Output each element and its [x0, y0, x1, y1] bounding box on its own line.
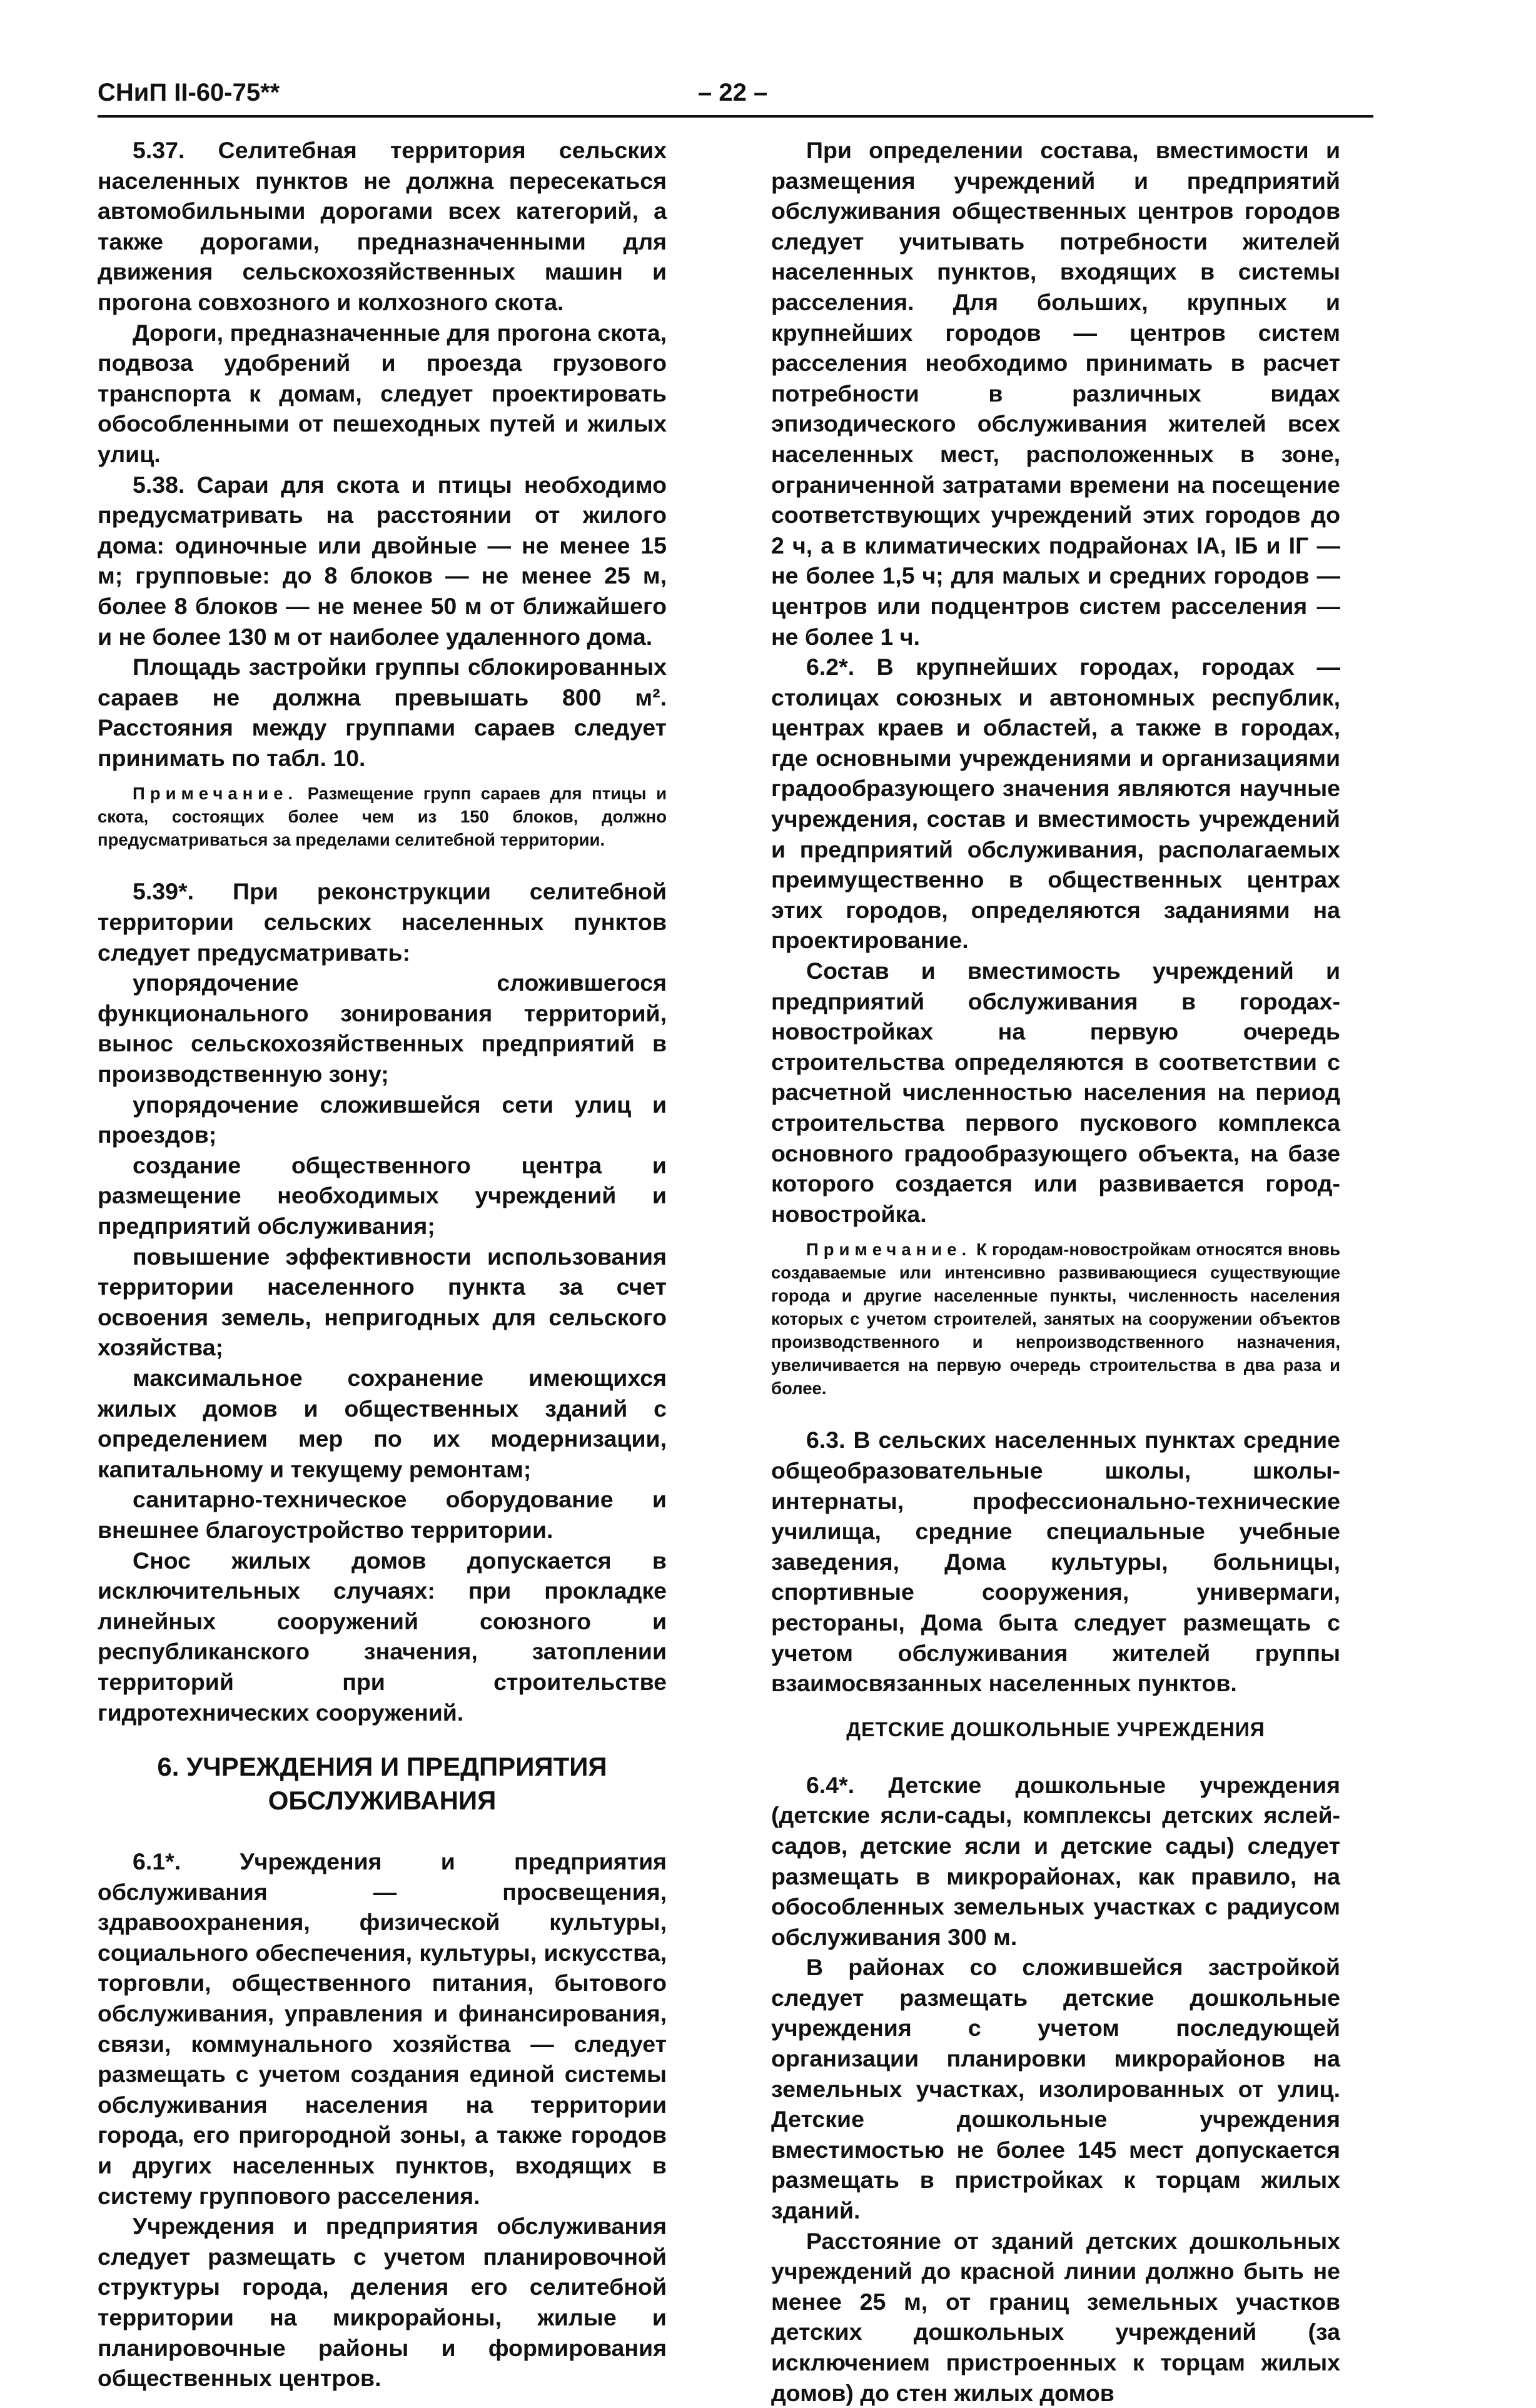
- paragraph-6-4-existing: В районах со сложившейся застройкой следует размещать детские дошкольные учреждения с учетом последующей организации планировки микрорайонов на земельных участках, изолированных от улиц. Детские дошкольные учреждения вместимостью не более 145 мест допускается размещать в пристройках к торцам жилых зданий.: [771, 1954, 1340, 2224]
- paragraph-6-4: 6.4*. Детские дошкольные учреждения (детские ясли-сады, комплексы детских яслей-садов, детские ясли и детские сады) следует размещать в микрорайонах, как правило, на обособленных земельных участках с радиусом обслуживания 300 м.: [771, 1771, 1340, 1950]
- paragraph-5-38-area: Площадь застройки группы сблокированных сараев не должна превышать 800 м². Расстояния между группами сараев следует принимать по табл. 10.: [98, 654, 667, 771]
- page-header: [98, 75, 1373, 118]
- note-sheds: [98, 782, 667, 851]
- list-item-preservation: максимальное сохранение имеющихся жилых домов и общественных зданий с определением мер по их модернизации, капитальному и текущему ремонтам;: [98, 1364, 667, 1482]
- paragraph-demolition: Снос жилых домов допускается в исключительных случаях: при прокладке линейных сооружений союзного и республиканского значения, затоплении территорий при строительстве гидротехнических сооружений.: [98, 1547, 667, 1726]
- right-column: [771, 135, 1340, 2408]
- document-code: СНиП II-60-75**: [98, 79, 280, 106]
- paragraph-new-towns: Состав и вместимость учреждений и предприятий обслуживания в городах-новостройках на первую очередь строительства определяются в соответствии с расчетной численностью населения на период строительства первого пускового комплекса основного градообразующего объекта, на базе которого создается или развивается город-новостройка.: [771, 958, 1340, 1227]
- paragraph-composition: При определении состава, вместимости и размещения учреждений и предприятий обслуживания общественных центров городов следует учитывать потребности жителей населенных пунктов, входящих в системы расселения. Для больших, крупных и крупнейших городов — центров систем расселения необходимо принимать в расчет потребности в различных видах эпизодического обслуживания жителей всех населенных мест, расположенных в зоне, ограниченной затратами времени на посещение соответствующих учреждений этих городов до 2 ч, а в климатических подрайонах IА, IБ и IГ — не более 1,5 ч; для малых и средних городов — центров или подцентров систем расселения — не более 1 ч.: [771, 137, 1340, 650]
- note-text: К городам-новостройкам относятся вновь создаваемые или интенсивно развивающиеся существующие города и другие населенные пункты, численность населения которых с учетом строителей, занятых на сооружении объектов производственного и непроизводственного назначения, увеличивается на первую очередь строительства в два раза и более.: [771, 1240, 1341, 1399]
- list-item-streets: упорядочение сложившейся сети улиц и проездов;: [98, 1091, 667, 1148]
- paragraph-6-3: 6.3. В сельских населенных пунктах средние общеобразовательные школы, школы-интернаты, профессионально-технические училища, средние специальные учебные заведения, Дома культуры, больницы, спортивные сооружения, универмаги, рестораны, Дома быта следует размещать с учетом обслуживания жителей группы взаимосвязанных населенных пунктов.: [771, 1427, 1340, 1697]
- paragraph-5-38: 5.38. Сараи для скота и птицы необходимо предусматривать на расстоянии от жилого дома: одиночные или двойные — не менее 15 м; групповые: до 8 блоков — не менее 25 м, более 8 блоков — не менее 50 м от ближайшего и не более 130 м от наиболее удаленного дома.: [98, 471, 667, 650]
- page-number: – 22 –: [698, 79, 768, 106]
- paragraph-5-37: 5.37. Селитебная территория сельских населенных пунктов не должна пересекаться автомобильными дорогами всех категорий, а также дорогами, предназначенными для движения сельскохозяйственных машин и прогона совхозного и колхозного скота.: [98, 137, 667, 315]
- paragraph-6-1-placement: Учреждения и предприятия обслуживания следует размещать с учетом планировочной структуры города, деления его селитебной территории на микрорайоны, жилые и планировочные районы и формирования общественных центров.: [98, 2213, 667, 2392]
- paragraph-6-1: 6.1*. Учреждения и предприятия обслуживания — просвещения, здравоохранения, физической культуры, социального обеспечения, культуры, искусства, торговли, общественного питания, бытового обслуживания, управления и финансирования, связи, коммунального хозяйства — следует размещать с учетом создания единой системы обслуживания населения на территории города, его пригородной зоны, а также городов и других населенных пунктов, входящих в систему группового расселения.: [98, 1848, 667, 2209]
- left-column: [98, 135, 667, 2394]
- paragraph-5-37-roads: Дороги, предназначенные для прогона скота, подвоза удобрений и проезда грузового транспорта к домам, следует проектировать обособленными от пешеходных путей и жилых улиц.: [98, 319, 667, 467]
- list-item-sanitation: санитарно-техническое оборудование и внешнее благоустройство территории.: [98, 1486, 667, 1543]
- paragraph-5-39: 5.39*. При реконструкции селитебной территории сельских населенных пунктов следует предусматривать:: [98, 878, 667, 966]
- note-label: Примечание.: [133, 784, 298, 804]
- paragraph-6-2: 6.2*. В крупнейших городах, городах — столицах союзных и автономных республик, центрах краев и областей, а также в городах, где основными учреждениями и организациями градообразующего значения являются научные учреждения, состав и вместимость учреждений и предприятий обслуживания, располагаемых преимущественно в общественных центрах этих городов, определяются заданиями на проектирование.: [771, 654, 1340, 954]
- subheading-preschool: ДЕТСКИЕ ДОШКОЛЬНЫЕ УЧРЕЖДЕНИЯ: [846, 1717, 1265, 1741]
- section-6-heading: 6. УЧРЕЖДЕНИЯ И ПРЕДПРИЯТИЯ ОБСЛУЖИВАНИЯ: [157, 1752, 607, 1816]
- note-label: Примечание.: [806, 1240, 972, 1260]
- list-item-zoning: упорядочение сложившегося функционального зонирования территорий, вынос сельскохозяйственных предприятий в производственную зону;: [98, 969, 667, 1088]
- paragraph-6-4-distance: Расстояние от зданий детских дошкольных учреждений до красной линии должно быть не менее 25 м, от границ земельных участков детских дошкольных учреждений (за исключением пристроенных к торцам жилых домов) до стен жилых домов: [771, 2227, 1340, 2406]
- list-item-public-center: создание общественного центра и размещение необходимых учреждений и предприятий обслуживания;: [98, 1151, 667, 1239]
- list-item-land-use: повышение эффективности использования территории населенного пункта за счет освоения земель, непригодных для сельского хозяйства;: [98, 1243, 667, 1361]
- note-text: Размещение групп сараев для птицы и скота, состоящих более чем из 150 блоков, должно предусматриваться за пределами селитебной территории.: [98, 784, 667, 850]
- note-new-towns: [771, 1238, 1340, 1400]
